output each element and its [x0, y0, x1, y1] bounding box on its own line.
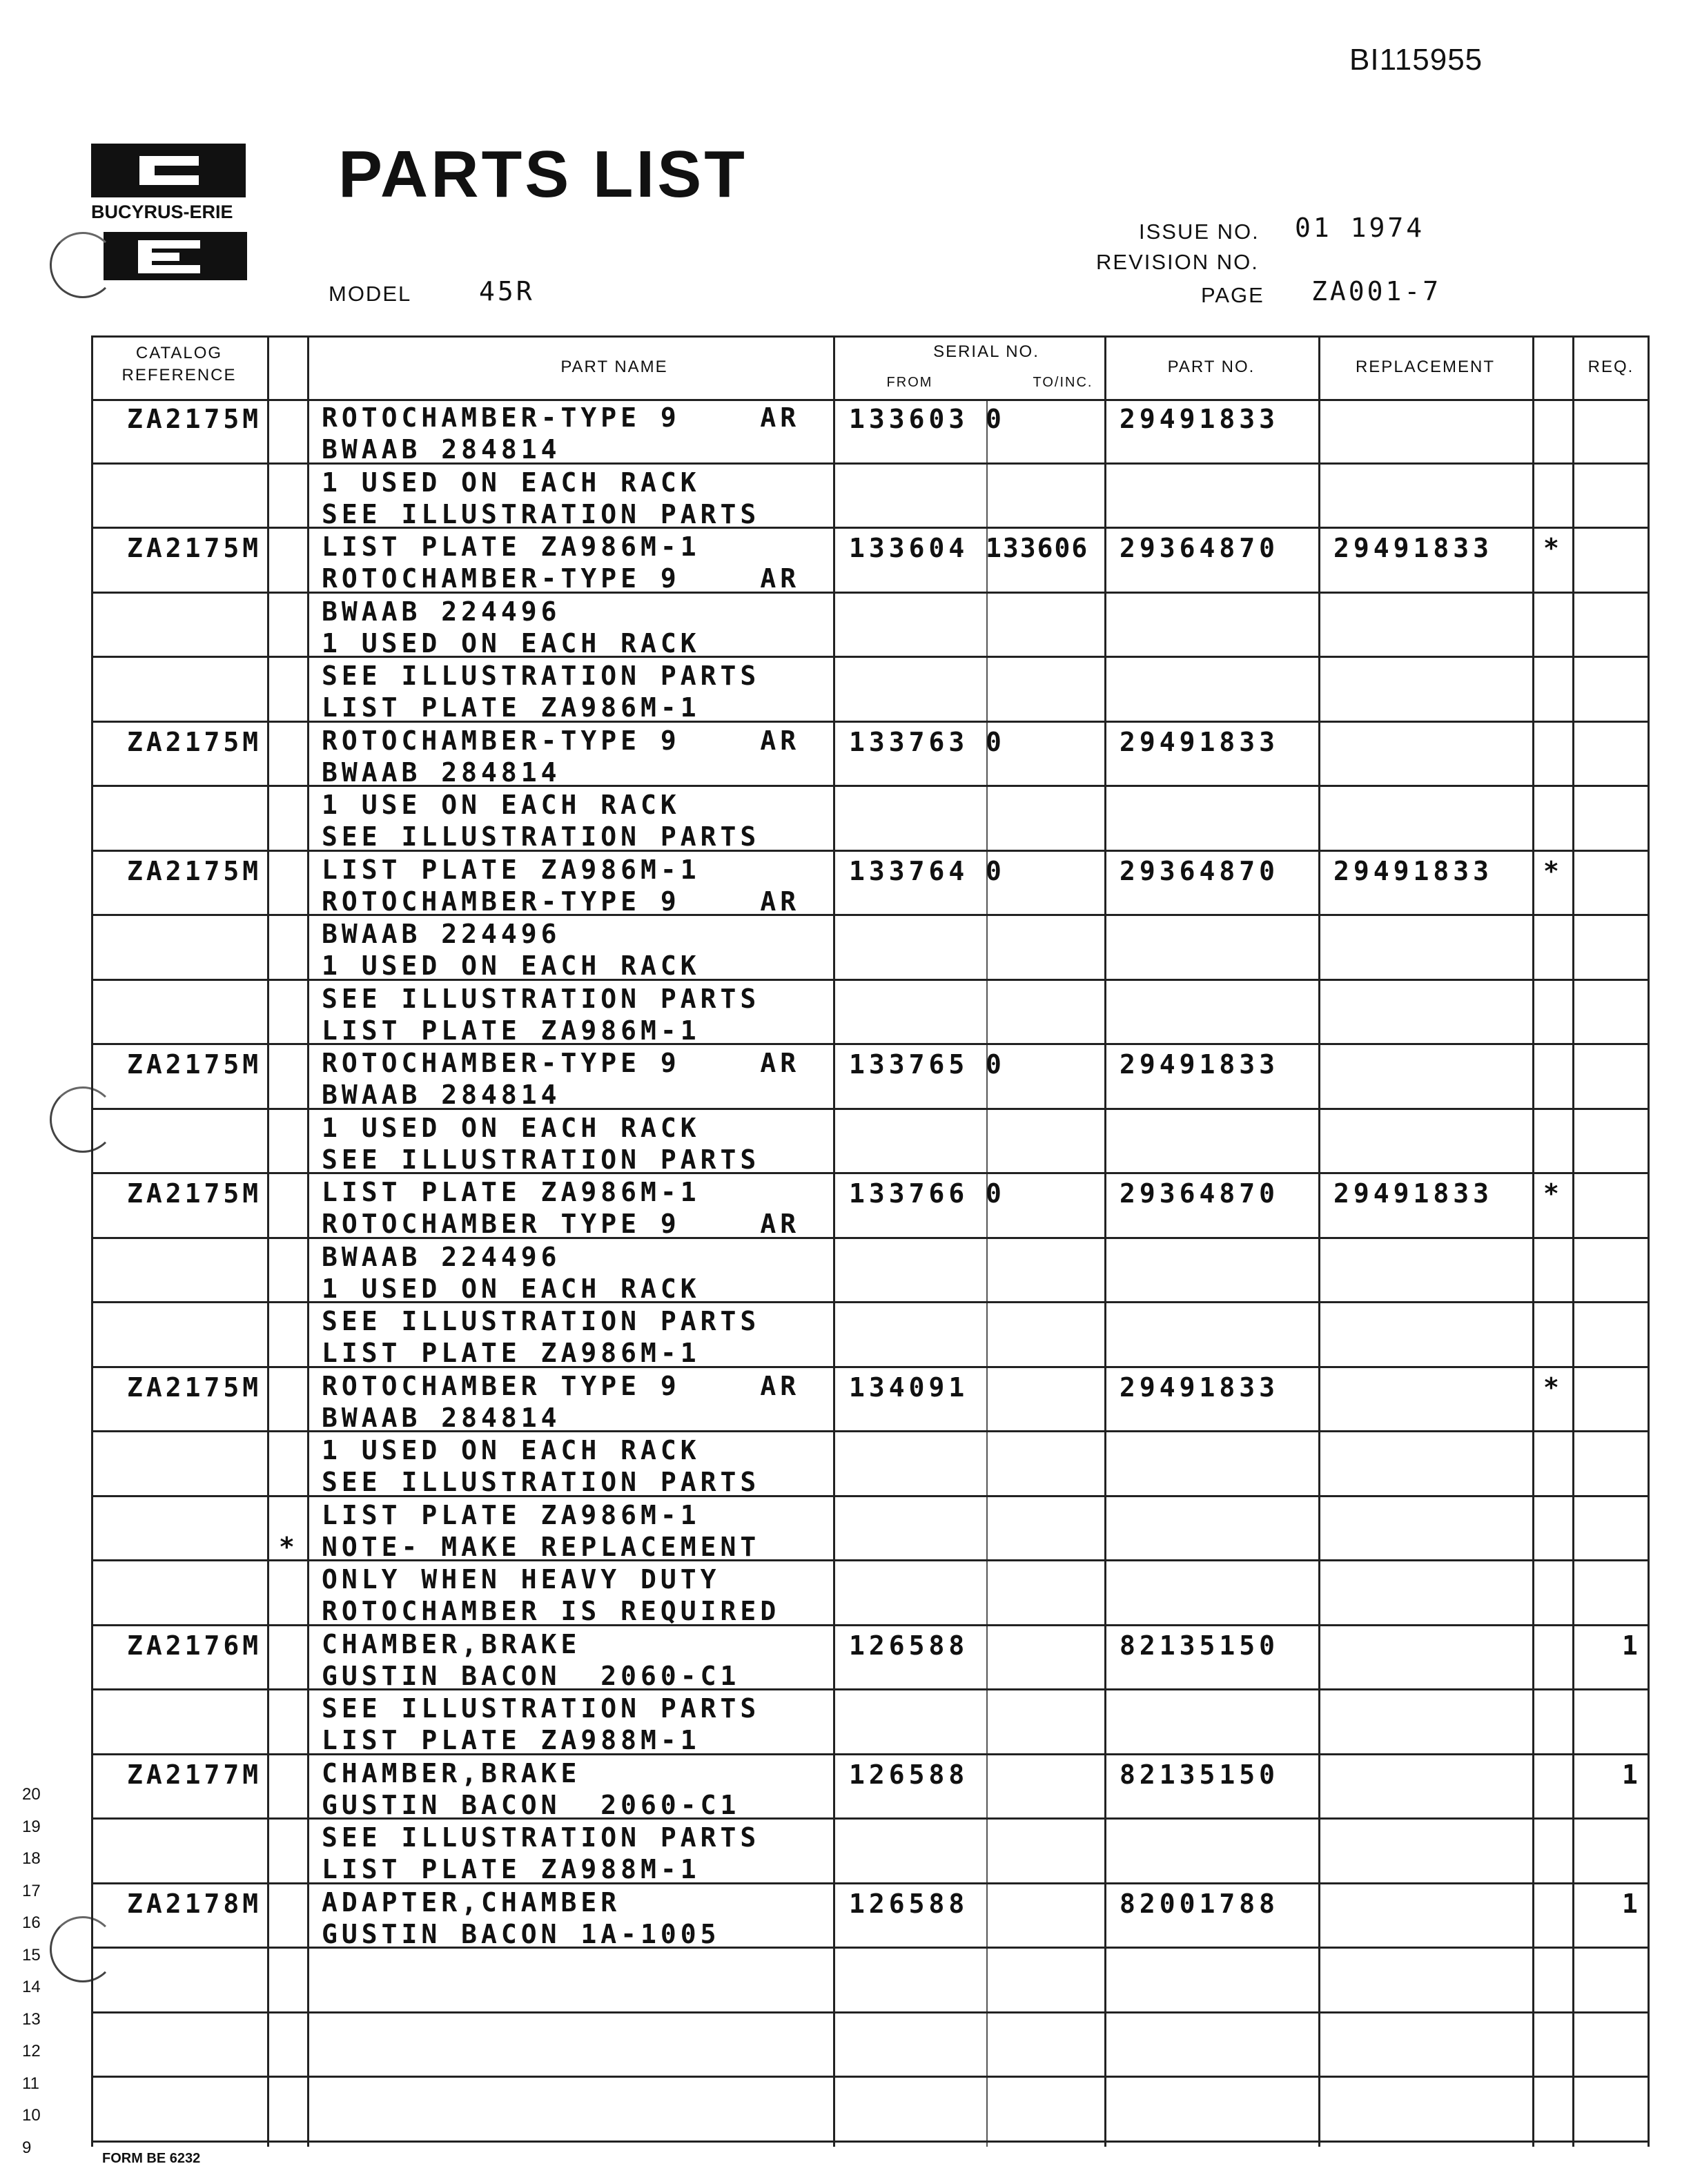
row-divider: [91, 335, 1650, 338]
serial-to: 0: [986, 855, 1003, 886]
part-name-line-1: ROTOCHAMBER-TYPE 9 AR: [322, 1048, 801, 1078]
company-logo-e: [104, 232, 247, 280]
table-row: [91, 1496, 1650, 1561]
table-row: [91, 1367, 1650, 1432]
parts-table: [91, 335, 1650, 2147]
part-name-line-2: GUSTIN BACON 1A-1005: [322, 1918, 721, 1949]
part-name-line-2: BWAAB 284814: [322, 757, 561, 788]
part-name-line-2: ROTOCHAMBER-TYPE 9 AR: [322, 886, 801, 917]
issue-no-label: ISSUE NO.: [1139, 220, 1260, 244]
serial-from: 133604: [849, 533, 969, 563]
table-row: [91, 593, 1650, 658]
flag-marker: *: [1543, 1178, 1563, 1209]
part-name-line-1: 1 USED ON EACH RACK: [322, 1112, 701, 1143]
margin-line-number: 11: [22, 2074, 39, 2093]
part-number: 29364870: [1120, 855, 1280, 886]
margin-line-number: 16: [22, 1913, 41, 1932]
header-part-name: PART NAME: [560, 358, 668, 376]
serial-from: 133764: [849, 855, 969, 886]
part-name-line-2: SEE ILLUSTRATION PARTS: [322, 1467, 761, 1497]
table-row: [91, 786, 1650, 851]
model-value: 45R: [479, 276, 535, 306]
required-quantity: 1: [1622, 1759, 1642, 1790]
margin-line-number: 13: [22, 2009, 41, 2029]
part-name-line-2: LIST PLATE ZA986M-1: [322, 1338, 701, 1368]
table-row: [91, 1432, 1650, 1496]
table-row: [91, 657, 1650, 722]
part-number: 29491833: [1120, 404, 1280, 434]
model-label: MODEL: [329, 282, 412, 306]
part-number: 82135150: [1120, 1759, 1280, 1790]
part-name-line-1: SEE ILLUSTRATION PARTS: [322, 1306, 761, 1336]
margin-line-number: 9: [22, 2138, 32, 2157]
catalog-reference: ZA2175M: [127, 726, 262, 757]
part-number: 29364870: [1120, 533, 1280, 563]
table-row: [91, 1238, 1650, 1303]
catalog-reference: ZA2177M: [127, 1759, 262, 1790]
part-number: 29491833: [1120, 726, 1280, 757]
catalog-reference: ZA2175M: [127, 1178, 262, 1209]
part-name-line-2: ROTOCHAMBER-TYPE 9 AR: [322, 563, 801, 594]
flag-marker: *: [1543, 1372, 1563, 1403]
required-quantity: 1: [1622, 1888, 1642, 1919]
part-number: 29364870: [1120, 1178, 1280, 1209]
part-name-line-2: SEE ILLUSTRATION PARTS: [322, 821, 761, 852]
serial-to: 0: [986, 1049, 1003, 1080]
part-name-line-1: LIST PLATE ZA986M-1: [322, 1177, 701, 1207]
part-name-line-1: 1 USED ON EACH RACK: [322, 467, 701, 498]
catalog-reference: ZA2175M: [127, 855, 262, 886]
flag-marker: *: [1543, 533, 1563, 563]
part-name-line-1: LIST PLATE ZA986M-1: [322, 854, 701, 885]
serial-from: 126588: [849, 1888, 969, 1919]
serial-from: 133603: [849, 404, 969, 434]
serial-to: 133606: [986, 533, 1089, 563]
part-name-line-2: 1 USED ON EACH RACK: [322, 1273, 701, 1304]
serial-from: 133766: [849, 1178, 969, 1209]
table-row: [91, 2077, 1650, 2142]
header-serial-no: SERIAL NO.: [933, 342, 1039, 361]
table-row: [91, 1561, 1650, 1626]
serial-to: 0: [986, 726, 1003, 757]
table-row: [91, 722, 1650, 787]
margin-line-number: 12: [22, 2042, 41, 2060]
table-row: [91, 915, 1650, 980]
part-name-line-2: LIST PLATE ZA986M-1: [322, 692, 701, 723]
table-row: [91, 851, 1650, 916]
table-row: [91, 528, 1650, 593]
part-name-line-2: SEE ILLUSTRATION PARTS: [322, 498, 761, 529]
table-row: [91, 1755, 1650, 1820]
part-number: 82001788: [1120, 1888, 1280, 1919]
serial-from: 126588: [849, 1630, 969, 1661]
part-number: 82135150: [1120, 1630, 1280, 1661]
table-row: [91, 980, 1650, 1045]
part-name-line-2: BWAAB 284814: [322, 434, 561, 465]
part-name-line-1: SEE ILLUSTRATION PARTS: [322, 1822, 761, 1853]
company-logo-b: [91, 144, 246, 197]
table-row: [91, 1819, 1650, 1884]
part-name-line-1: LIST PLATE ZA986M-1: [322, 532, 701, 562]
part-name-line-1: 1 USED ON EACH RACK: [322, 1435, 701, 1465]
part-name-line-2: GUSTIN BACON 2060-C1: [322, 1789, 741, 1820]
table-row: [91, 1173, 1650, 1238]
serial-to: 0: [986, 1178, 1003, 1209]
header-catalog: CATALOG: [135, 344, 223, 362]
part-name-line-1: LIST PLATE ZA986M-1: [322, 1499, 701, 1530]
part-name-line-1: ROTOCHAMBER-TYPE 9 AR: [322, 402, 801, 433]
company-name: BUCYRUS-ERIE: [91, 202, 233, 222]
part-name-line-2: BWAAB 284814: [322, 1080, 561, 1110]
part-name-line-1: ONLY WHEN HEAVY DUTY: [322, 1564, 721, 1595]
replacement-part-number: 29491833: [1333, 533, 1494, 563]
part-name-line-2: LIST PLATE ZA988M-1: [322, 1854, 701, 1884]
header-req: REQ.: [1587, 358, 1634, 376]
document-id: BI115955: [1349, 43, 1483, 77]
revision-no-label: REVISION NO.: [1096, 250, 1259, 274]
table-row: [91, 1109, 1650, 1174]
catalog-reference: ZA2176M: [127, 1630, 262, 1661]
page-title: PARTS LIST: [338, 137, 747, 211]
header-replacement: REPLACEMENT: [1355, 358, 1496, 376]
serial-from: 133763: [849, 726, 969, 757]
part-name-line-2: GUSTIN BACON 2060-C1: [322, 1660, 741, 1691]
part-name-line-2: 1 USED ON EACH RACK: [322, 950, 701, 981]
form-number: FORM BE 6232: [102, 2151, 201, 2166]
part-name-line-2: LIST PLATE ZA988M-1: [322, 1725, 701, 1755]
table-row: [91, 2013, 1650, 2078]
part-name-line-2: NOTE- MAKE REPLACEMENT: [322, 1531, 761, 1562]
part-name-line-2: BWAAB 284814: [322, 1402, 561, 1433]
issue-no: 01 1974: [1295, 213, 1425, 243]
part-name-line-1: BWAAB 224496: [322, 1241, 561, 1272]
catalog-reference: ZA2175M: [127, 1372, 262, 1403]
table-row: [91, 1948, 1650, 2013]
table-row: [91, 1884, 1650, 1949]
part-name-line-1: SEE ILLUSTRATION PARTS: [322, 1693, 761, 1724]
flag-marker: *: [1543, 855, 1563, 886]
part-name-line-1: CHAMBER,BRAKE: [322, 1628, 581, 1659]
margin-line-number: 18: [22, 1849, 41, 1868]
replacement-part-number: 29491833: [1333, 1178, 1494, 1209]
margin-line-number: 10: [22, 2106, 41, 2125]
header-reference: REFERENCE: [121, 366, 237, 384]
table-row: [91, 1303, 1650, 1367]
table-row: [91, 1690, 1650, 1755]
serial-from: 126588: [849, 1759, 969, 1790]
part-name-line-2: SEE ILLUSTRATION PARTS: [322, 1144, 761, 1175]
part-name-line-2: ROTOCHAMBER TYPE 9 AR: [322, 1209, 801, 1239]
serial-from: 133765: [849, 1049, 969, 1080]
margin-line-number: 20: [22, 1785, 41, 1804]
table-row: [91, 1626, 1650, 1690]
part-name-line-1: BWAAB 224496: [322, 596, 561, 627]
catalog-reference: ZA2175M: [127, 404, 262, 434]
catalog-reference: ZA2175M: [127, 1049, 262, 1080]
table-row: [91, 464, 1650, 529]
serial-from: 134091: [849, 1372, 969, 1403]
part-name-line-1: SEE ILLUSTRATION PARTS: [322, 983, 761, 1014]
header-part-no: PART NO.: [1167, 358, 1255, 376]
part-name-line-2: LIST PLATE ZA986M-1: [322, 1015, 701, 1046]
table-row: [91, 399, 1650, 464]
replacement-part-number: 29491833: [1333, 855, 1494, 886]
header-from: FROM: [886, 375, 933, 390]
page-label: PAGE: [1201, 283, 1264, 307]
table-row: [91, 1044, 1650, 1109]
part-name-line-1: ROTOCHAMBER TYPE 9 AR: [322, 1370, 801, 1401]
page-number: ZA001-7: [1311, 276, 1442, 306]
required-quantity: 1: [1622, 1630, 1642, 1661]
header-to-inc: TO/INC.: [1033, 375, 1093, 390]
part-number: 29491833: [1120, 1049, 1280, 1080]
punch-hole-icon: [50, 232, 116, 298]
margin-line-number: 17: [22, 1881, 41, 1900]
part-name-line-1: CHAMBER,BRAKE: [322, 1757, 581, 1788]
part-name-line-1: SEE ILLUSTRATION PARTS: [322, 661, 761, 691]
part-number: 29491833: [1120, 1372, 1280, 1403]
part-name-line-1: ROTOCHAMBER-TYPE 9 AR: [322, 725, 801, 756]
part-name-line-2: ROTOCHAMBER IS REQUIRED: [322, 1596, 781, 1626]
margin-line-number: 19: [22, 1817, 41, 1836]
part-name-line-2: 1 USED ON EACH RACK: [322, 627, 701, 659]
catalog-reference: ZA2175M: [127, 533, 262, 563]
part-name-line-1: BWAAB 224496: [322, 919, 561, 949]
part-name-line-1: ADAPTER,CHAMBER: [322, 1886, 621, 1918]
part-name-line-1: 1 USE ON EACH RACK: [322, 790, 681, 820]
note-marker: *: [279, 1531, 299, 1562]
serial-to: 0: [986, 404, 1003, 434]
catalog-reference: ZA2178M: [127, 1888, 262, 1919]
header-catalog-reference: [91, 342, 267, 387]
margin-line-number: 14: [22, 1978, 41, 1996]
margin-line-number: 15: [22, 1945, 41, 1964]
